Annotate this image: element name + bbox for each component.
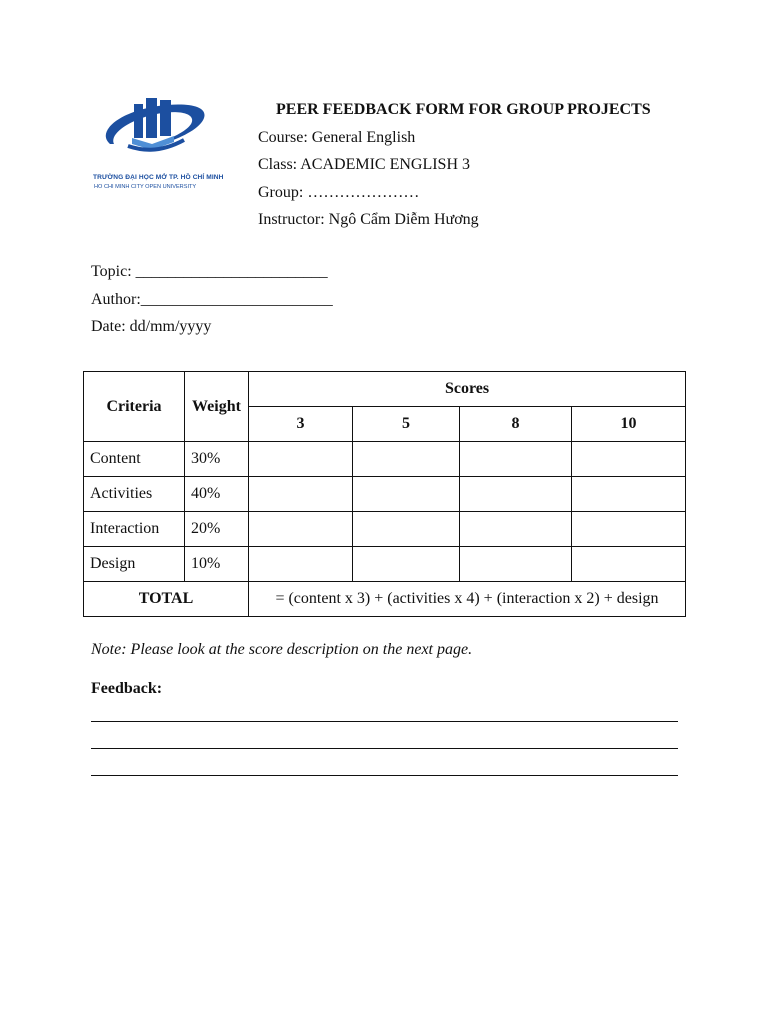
score-cell[interactable] xyxy=(353,512,460,547)
project-meta xyxy=(91,262,491,345)
score-level: 3 xyxy=(249,407,353,442)
score-cell[interactable] xyxy=(353,442,460,477)
weight-cell: 20% xyxy=(185,512,249,547)
total-row xyxy=(84,582,686,617)
topic-field[interactable]: Topic: ________________________ xyxy=(91,263,328,280)
score-cell[interactable] xyxy=(249,547,353,582)
weight-cell: 40% xyxy=(185,477,249,512)
criterion-cell: Activities xyxy=(84,477,185,512)
score-cell[interactable] xyxy=(460,547,572,582)
score-level: 10 xyxy=(572,407,686,442)
total-label: TOTAL xyxy=(84,582,249,617)
feedback-line[interactable] xyxy=(91,748,678,749)
score-level: 8 xyxy=(460,407,572,442)
author-field[interactable]: Author:________________________ xyxy=(91,290,333,308)
score-cell[interactable] xyxy=(460,512,572,547)
table-row xyxy=(84,512,686,547)
criterion-cell: Interaction xyxy=(84,512,185,547)
score-level: 5 xyxy=(353,407,460,442)
scores-header: Scores xyxy=(249,372,686,407)
logo-name-en: HO CHI MINH CITY OPEN UNIVERSITY xyxy=(94,184,197,190)
form-header xyxy=(258,100,718,230)
score-cell[interactable] xyxy=(249,477,353,512)
table-row xyxy=(84,442,686,477)
date-field[interactable]: Date: dd/mm/yyyy xyxy=(91,318,212,335)
weight-cell: 30% xyxy=(185,442,249,477)
score-cell[interactable] xyxy=(353,477,460,512)
form-title: PEER FEEDBACK FORM FOR GROUP PROJECTS xyxy=(276,101,651,118)
score-cell[interactable] xyxy=(249,512,353,547)
score-cell[interactable] xyxy=(249,442,353,477)
class-line: Class: ACADEMIC ENGLISH 3 xyxy=(258,156,471,173)
weight-header: Weight xyxy=(185,372,249,442)
feedback-line[interactable] xyxy=(91,775,678,776)
table-row xyxy=(84,547,686,582)
score-cell[interactable] xyxy=(460,442,572,477)
group-line: Group: ………………… xyxy=(258,183,420,201)
score-note: Note: Please look at the score description on the next page. xyxy=(91,641,473,658)
feedback-line[interactable] xyxy=(91,721,678,722)
table-row xyxy=(84,477,686,512)
instructor-line: Instructor: Ngô Cẩm Diễm Hương xyxy=(258,211,479,228)
score-cell[interactable] xyxy=(572,547,686,582)
logo-name-vi: TRƯỜNG ĐẠI HỌC MỞ TP. HỒ CHÍ MINH xyxy=(93,174,224,181)
scores-table xyxy=(83,371,686,617)
score-cell[interactable] xyxy=(572,442,686,477)
criterion-cell: Content xyxy=(84,442,185,477)
university-logo xyxy=(88,92,224,202)
logo-emblem-icon xyxy=(88,92,224,172)
table-header-row xyxy=(84,372,686,407)
feedback-label: Feedback: xyxy=(91,680,163,697)
score-cell[interactable] xyxy=(353,547,460,582)
total-formula: = (content x 3) + (activities x 4) + (interaction x 2) + design xyxy=(249,582,686,617)
criteria-header: Criteria xyxy=(84,372,185,442)
score-cell[interactable] xyxy=(572,477,686,512)
score-cell[interactable] xyxy=(572,512,686,547)
score-cell[interactable] xyxy=(460,477,572,512)
course-line: Course: General English xyxy=(258,128,416,146)
criterion-cell: Design xyxy=(84,547,185,582)
weight-cell: 10% xyxy=(185,547,249,582)
